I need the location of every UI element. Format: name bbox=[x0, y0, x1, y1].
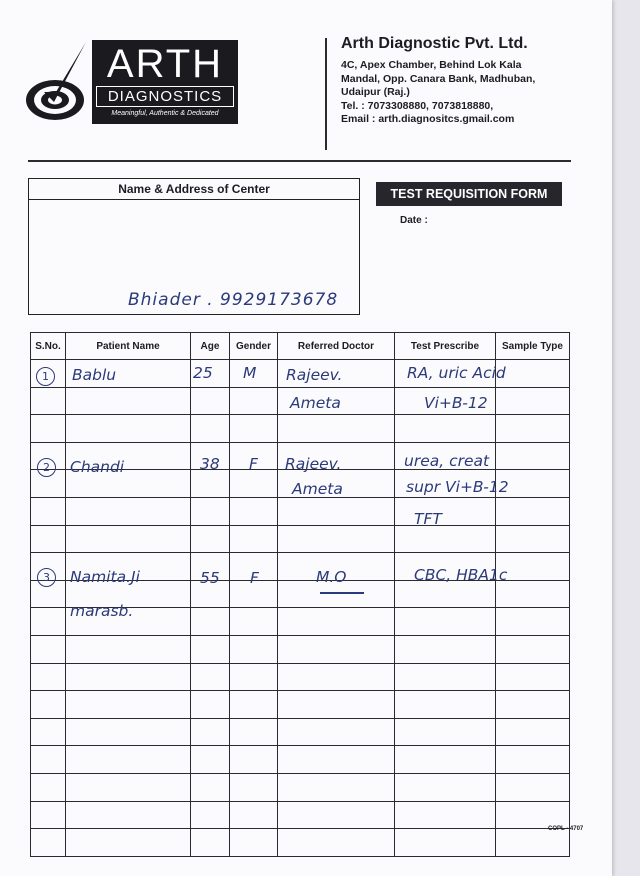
table-row bbox=[31, 497, 570, 525]
table-cell bbox=[230, 470, 278, 498]
table-cell bbox=[230, 773, 278, 801]
email: Email : arth.diagnositcs.gmail.com bbox=[341, 113, 515, 125]
table-cell bbox=[31, 415, 66, 443]
table-cell bbox=[278, 663, 395, 691]
table-cell bbox=[191, 773, 230, 801]
table-cell bbox=[496, 497, 570, 525]
doctor-underline bbox=[320, 592, 364, 594]
form-title: TEST REQUISITION FORM bbox=[376, 182, 562, 206]
table-cell bbox=[31, 746, 66, 774]
table-cell bbox=[230, 663, 278, 691]
table-cell bbox=[191, 608, 230, 636]
table-cell bbox=[191, 801, 230, 829]
table-cell bbox=[66, 387, 191, 415]
table-cell bbox=[395, 497, 496, 525]
target-check-icon bbox=[24, 40, 90, 126]
table-cell bbox=[496, 746, 570, 774]
table-cell bbox=[31, 497, 66, 525]
logo-subtitle: DIAGNOSTICS bbox=[96, 86, 234, 107]
table-cell bbox=[496, 415, 570, 443]
table-row bbox=[31, 746, 570, 774]
table-cell bbox=[496, 580, 570, 608]
table-cell bbox=[31, 801, 66, 829]
logo-tagline: Meaningful, Authentic & Dedicated bbox=[111, 110, 219, 117]
table-cell bbox=[278, 746, 395, 774]
address-line: 4C, Apex Chamber, Behind Lok Kala bbox=[341, 59, 522, 71]
col-test-prescribe: Test Prescribe bbox=[395, 333, 496, 360]
table-cell bbox=[230, 497, 278, 525]
table-cell bbox=[230, 608, 278, 636]
table-cell bbox=[278, 691, 395, 719]
table-cell bbox=[230, 387, 278, 415]
table-cell bbox=[278, 415, 395, 443]
table-cell bbox=[278, 773, 395, 801]
table-cell bbox=[66, 663, 191, 691]
entry-3-gender: F bbox=[250, 569, 259, 587]
table-cell bbox=[31, 718, 66, 746]
table-cell bbox=[496, 525, 570, 553]
table-cell bbox=[191, 470, 230, 498]
table-row bbox=[31, 773, 570, 801]
col-sno: S.No. bbox=[31, 333, 66, 360]
table-cell bbox=[31, 387, 66, 415]
col-gender: Gender bbox=[230, 333, 278, 360]
table-cell bbox=[191, 663, 230, 691]
table-cell bbox=[191, 497, 230, 525]
entry-1-doctor-2: Ameta bbox=[290, 394, 341, 412]
entry-3-name-1: Namita.Ji bbox=[70, 568, 140, 586]
form-code: COPL - 4707 bbox=[548, 826, 584, 832]
table-cell bbox=[278, 718, 395, 746]
table-cell bbox=[191, 829, 230, 857]
table-cell bbox=[395, 829, 496, 857]
table-cell bbox=[496, 360, 570, 388]
table-cell bbox=[496, 608, 570, 636]
entry-2-doctor-2: Ameta bbox=[292, 480, 343, 498]
center-heading: Name & Address of Center bbox=[29, 179, 359, 200]
entry-2-test-2: supr Vi+B-12 bbox=[406, 478, 509, 496]
table-cell bbox=[395, 691, 496, 719]
table-cell bbox=[66, 497, 191, 525]
entry-1-gender: M bbox=[243, 364, 257, 382]
table-cell bbox=[31, 773, 66, 801]
table-cell bbox=[278, 635, 395, 663]
table-cell bbox=[230, 691, 278, 719]
table-row bbox=[31, 718, 570, 746]
table-cell bbox=[230, 525, 278, 553]
date-label: Date : bbox=[400, 215, 428, 226]
table-cell bbox=[66, 635, 191, 663]
table-cell bbox=[230, 635, 278, 663]
col-referred-doctor: Referred Doctor bbox=[278, 333, 395, 360]
table-cell bbox=[66, 773, 191, 801]
entry-2-test-1: urea, creat bbox=[404, 452, 490, 470]
table-cell bbox=[191, 525, 230, 553]
table-cell bbox=[191, 387, 230, 415]
table-cell bbox=[496, 635, 570, 663]
table-cell bbox=[395, 635, 496, 663]
table-cell bbox=[395, 580, 496, 608]
entry-2-name: Chandi bbox=[70, 458, 125, 476]
table-cell bbox=[496, 442, 570, 470]
table-cell bbox=[496, 691, 570, 719]
address-line: Udaipur (Raj.) bbox=[341, 86, 410, 98]
table-cell bbox=[395, 718, 496, 746]
col-age: Age bbox=[191, 333, 230, 360]
table-header-row bbox=[31, 333, 570, 360]
table-cell bbox=[278, 829, 395, 857]
table-row bbox=[31, 829, 570, 857]
entry-3-age: 55 bbox=[200, 569, 220, 587]
table-cell bbox=[395, 801, 496, 829]
col-patient-name: Patient Name bbox=[66, 333, 191, 360]
table-cell bbox=[31, 525, 66, 553]
header-rule bbox=[28, 160, 571, 162]
table-cell bbox=[31, 829, 66, 857]
table-cell bbox=[191, 746, 230, 774]
entry-2-doctor-1: Rajeev. bbox=[285, 455, 342, 473]
table-cell bbox=[191, 718, 230, 746]
table-cell bbox=[496, 718, 570, 746]
table-row bbox=[31, 525, 570, 553]
table-cell bbox=[230, 718, 278, 746]
table-cell bbox=[66, 415, 191, 443]
table-cell bbox=[191, 635, 230, 663]
entry-2-age: 38 bbox=[200, 455, 220, 473]
table-cell bbox=[395, 663, 496, 691]
company-address bbox=[341, 59, 581, 127]
table-cell bbox=[66, 829, 191, 857]
table-cell bbox=[395, 525, 496, 553]
table-cell bbox=[278, 525, 395, 553]
table-cell bbox=[395, 608, 496, 636]
table-cell bbox=[278, 608, 395, 636]
table-cell bbox=[31, 608, 66, 636]
table-cell bbox=[395, 415, 496, 443]
table-cell bbox=[395, 773, 496, 801]
table-cell bbox=[496, 801, 570, 829]
center-handwritten: Bhiader . 9929173678 bbox=[128, 290, 339, 310]
table-cell bbox=[191, 415, 230, 443]
header-divider bbox=[325, 38, 327, 150]
table-row bbox=[31, 415, 570, 443]
entry-2-sno: 2 bbox=[37, 458, 56, 477]
table-row bbox=[31, 635, 570, 663]
logo bbox=[92, 40, 238, 124]
table-cell bbox=[496, 663, 570, 691]
table-cell bbox=[278, 497, 395, 525]
table-cell bbox=[66, 801, 191, 829]
table-cell bbox=[66, 746, 191, 774]
table-cell bbox=[230, 415, 278, 443]
address-line: Mandal, Opp. Canara Bank, Madhuban, bbox=[341, 72, 536, 85]
entry-2-gender: F bbox=[249, 455, 258, 473]
table-row bbox=[31, 691, 570, 719]
entry-1-sno: 1 bbox=[36, 367, 55, 386]
entry-3-test: CBC, HBA1c bbox=[414, 566, 508, 584]
entry-1-age: 25 bbox=[193, 364, 213, 382]
table-cell bbox=[278, 801, 395, 829]
entry-1-doctor-1: Rajeev. bbox=[286, 366, 343, 384]
table-cell bbox=[66, 525, 191, 553]
table-row bbox=[31, 801, 570, 829]
logo-title: ARTH bbox=[106, 42, 224, 86]
table-cell bbox=[230, 829, 278, 857]
entry-3-sno: 3 bbox=[37, 568, 56, 587]
company-name: Arth Diagnostic Pvt. Ltd. bbox=[341, 35, 528, 52]
table-cell bbox=[66, 691, 191, 719]
entry-1-test-1: RA, uric Acid bbox=[407, 364, 506, 382]
table-row bbox=[31, 663, 570, 691]
entry-3-name-2: marasb. bbox=[70, 602, 134, 620]
table-cell bbox=[496, 387, 570, 415]
entry-1-name: Bablu bbox=[72, 366, 117, 384]
table-cell bbox=[230, 746, 278, 774]
table-cell bbox=[31, 635, 66, 663]
col-sample-type: Sample Type bbox=[496, 333, 570, 360]
table-cell bbox=[496, 773, 570, 801]
table-cell bbox=[31, 663, 66, 691]
entry-3-doctor: M.O bbox=[316, 568, 347, 586]
entry-1-test-2: Vi+B-12 bbox=[424, 394, 488, 412]
table-cell bbox=[395, 746, 496, 774]
table-cell bbox=[31, 691, 66, 719]
table-cell bbox=[66, 718, 191, 746]
table-cell bbox=[230, 801, 278, 829]
entry-2-test-3: TFT bbox=[414, 510, 442, 528]
table-cell bbox=[191, 691, 230, 719]
telephone: Tel. : 7073308880, 7073818880, bbox=[341, 99, 494, 112]
table-cell bbox=[496, 829, 570, 857]
